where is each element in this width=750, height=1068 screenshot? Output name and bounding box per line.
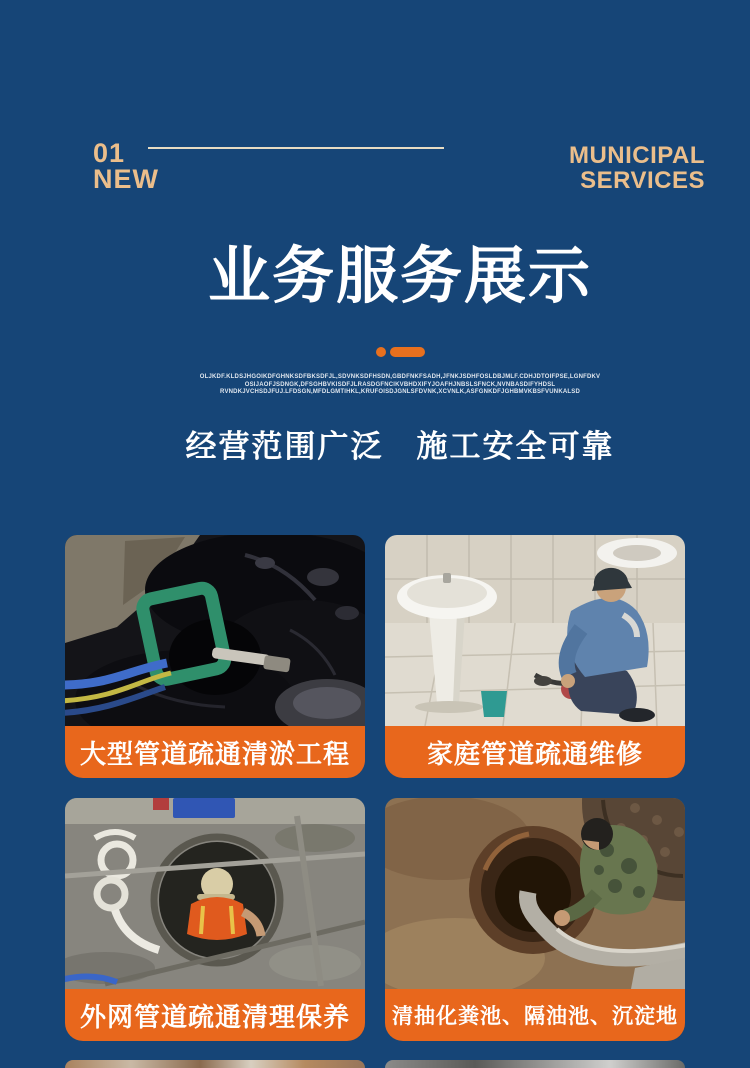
section-index-label: NEW (93, 164, 159, 194)
service-card-septic-tank-pumping[interactable] (385, 798, 685, 1041)
page-title: 业务服务展示 (207, 242, 592, 311)
page-subtitle: 经营范围广泛 施工安全可靠 (185, 429, 615, 464)
placeholder-line: OSIJAOFJSDNGK,DFSGHBVKISDFJLRASDGFNCIKVBHDXIFYJOAFHJNBSLSFNCK,NVNBASDIFYHDSL (244, 381, 556, 388)
service-card-grid (65, 535, 685, 1041)
street-manhole-photo (65, 798, 365, 989)
header-divider-line (148, 147, 444, 149)
placeholder-line: RVNDKJVCHSDJFUJ.LFDSGN,MFDLGMTIHKL,KRUFOISDJGNLSFDVNK,XCVNLK,ASFGNKDFJGHBMVKBSFVUNKALSD (220, 389, 580, 395)
accent-dot-icon (376, 347, 386, 357)
placeholder-paragraph (50, 374, 750, 397)
placeholder-line: OLJKDF.KLDSJHGOIKDFGHNKSDFBKSDFJL,SDVNKSDFHSDN,GBDFNKFSADH,JFNKJSDHFOSLDBJMLF.CDHJDTOIFPSE,LGNFDKV (199, 374, 601, 380)
service-card-label: 外网管道疏通清理保养 (65, 989, 365, 1041)
service-card-large-pipe-dredging[interactable] (65, 535, 365, 778)
service-card-outdoor-pipe-maintenance[interactable] (65, 798, 365, 1041)
partial-photo-next-row-right (385, 1060, 685, 1068)
septic-tank-photo (385, 798, 685, 989)
photo-septic-tank-pumping (385, 798, 685, 989)
service-card-label: 清抽化粪池、隔油池、沉淀地 (385, 989, 685, 1041)
header-right-caption (569, 143, 705, 193)
accent-dash-icon (390, 347, 425, 357)
service-card-household-pipe-repair[interactable] (385, 535, 685, 778)
header-right-word2: SERVICES (580, 167, 705, 194)
service-card-label: 家庭管道疏通维修 (385, 726, 685, 778)
bathroom-repair-photo (385, 535, 685, 726)
photo-street-manhole-maintenance (65, 798, 365, 989)
section-index-number: 01 (93, 138, 126, 168)
photo-manhole-sludge-dredging (65, 535, 365, 726)
photo-bathroom-pipe-repair (385, 535, 685, 726)
manhole-sludge-photo (65, 535, 365, 726)
service-card-label: 大型管道疏通清淤工程 (65, 726, 365, 778)
header-right-word1: MUNICIPAL (568, 142, 705, 169)
title-accent (50, 347, 750, 357)
partial-photo-next-row-left (65, 1060, 365, 1068)
